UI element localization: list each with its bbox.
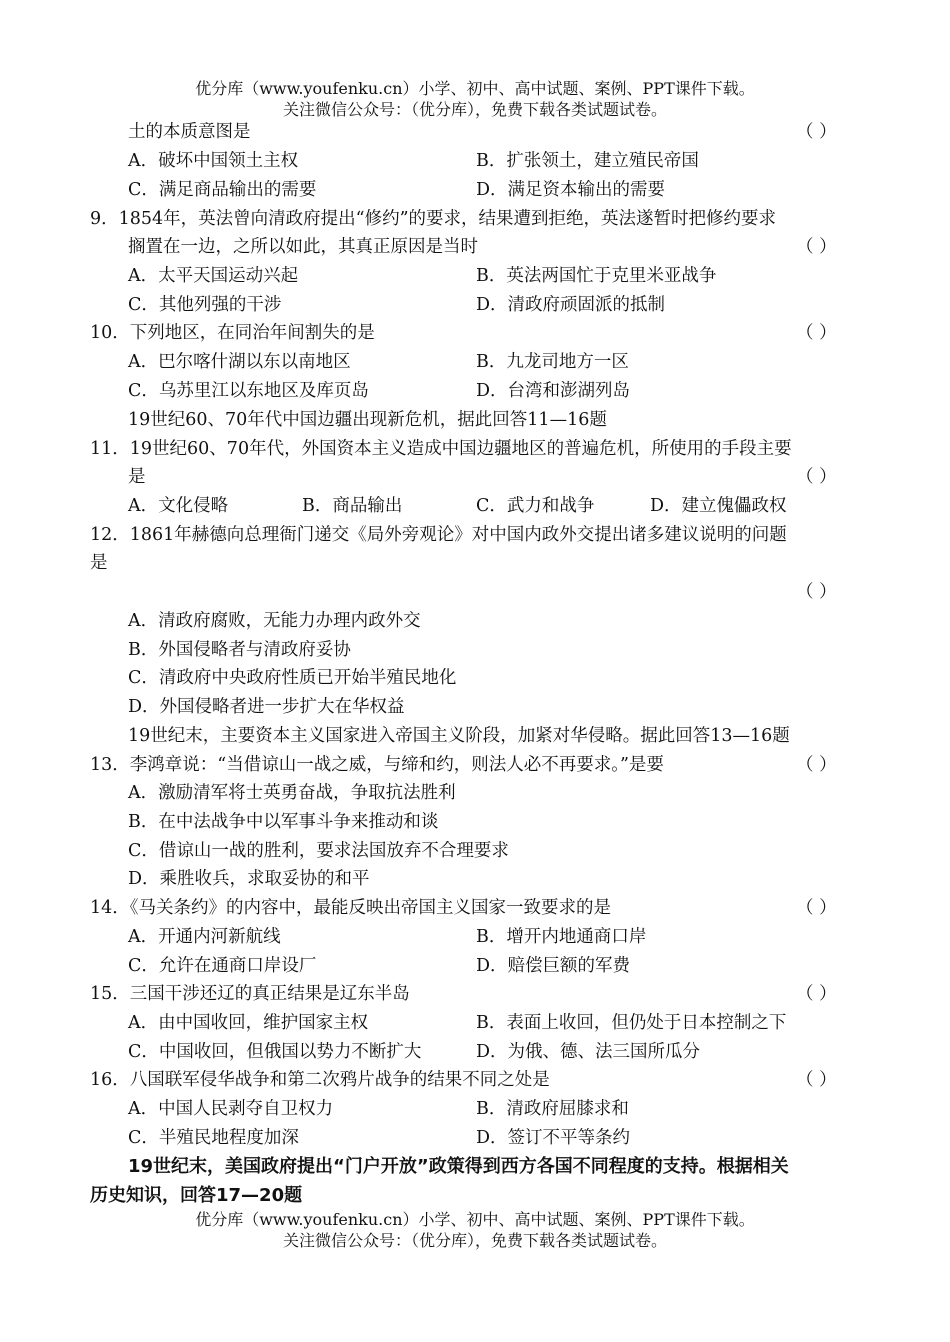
q16-answer-paren: （ ）	[796, 1070, 837, 1090]
q12-stem-line-1: 12．1861年赫德向总理衙门递交《局外旁观论》对中国内政外交提出诸多建议说明的问题	[90, 525, 787, 545]
section-intro-13-16: 19世纪末，主要资本主义国家进入帝国主义阶段，加紧对华侵略。据此回答13—16题	[128, 726, 790, 746]
q13-option-a: A．激励清军将士英勇奋战，争取抗法胜利	[128, 783, 456, 803]
q11-stem-line-1: 11．19世纪60、70年代，外国资本主义造成中国边疆地区的普遍危机，所使用的手段主要	[90, 439, 792, 459]
q12-option-c: C．清政府中央政府性质已开始半殖民地化	[128, 668, 457, 688]
q9-stem-line-1: 9．1854年，英法曾向清政府提出“修约”的要求，结果遭到拒绝，英法遂暂时把修约要求	[90, 209, 777, 229]
q10-stem: 10．下列地区，在同治年间割失的是	[90, 323, 375, 343]
section-intro-17-20-line-2: 历史知识，回答17—20题	[90, 1185, 303, 1206]
q10-option-a: A．巴尔喀什湖以东以南地区	[128, 352, 351, 372]
q8-option-a: A．破坏中国领土主权	[128, 151, 299, 171]
q14-option-c: C．允许在通商口岸设厂	[128, 956, 317, 976]
q12-stem-line-2: 是	[90, 553, 108, 573]
q16-option-a: A．中国人民剥夺自卫权力	[128, 1099, 334, 1119]
q15-stem: 15．三国干涉还辽的真正结果是辽东半岛	[90, 984, 410, 1004]
q14-stem: 14．《马关条约》的内容中，最能反映出帝国主义国家一致要求的是	[90, 898, 612, 918]
q16-option-b: B．清政府屈膝求和	[476, 1099, 629, 1119]
footer-line-2: 关注微信公众号：（优分库），免费下载各类试题试卷。	[282, 1231, 667, 1250]
header-line-2: 关注微信公众号：（优分库），免费下载各类试题试卷。	[282, 100, 667, 119]
q16-option-d: D．签订不平等条约	[476, 1128, 631, 1148]
q14-option-b: B．增开内地通商口岸	[476, 927, 647, 947]
q9-option-b: B．英法两国忙于克里米亚战争	[476, 266, 717, 286]
q8-option-b: B．扩张领土，建立殖民帝国	[476, 151, 699, 171]
q10-option-c: C．乌苏里江以东地区及库页岛	[128, 381, 369, 401]
q12-option-b: B．外国侵略者与清政府妥协	[128, 640, 351, 660]
q15-answer-paren: （ ）	[796, 984, 837, 1004]
q11-answer-paren: （ ）	[796, 467, 837, 487]
q13-answer-paren: （ ）	[796, 755, 837, 775]
q15-option-d: D．为俄、德、法三国所瓜分	[476, 1042, 701, 1062]
q15-option-b: B．表面上收回，但仍处于日本控制之下	[476, 1013, 787, 1033]
q9-option-d: D．清政府顽固派的抵制	[476, 295, 666, 315]
q11-stem-line-2: 是	[128, 467, 146, 487]
q8-option-c: C．满足商品输出的需要	[128, 180, 317, 200]
q9-stem-line-2: 搁置在一边，之所以如此，其真正原因是当时	[128, 237, 478, 257]
q10-answer-paren: （ ）	[796, 323, 837, 343]
q14-answer-paren: （ ）	[796, 898, 837, 918]
q11-option-a: A．文化侵略	[128, 496, 229, 516]
q9-option-a: A．太平天国运动兴起	[128, 266, 299, 286]
q13-stem: 13．李鸿章说：“当借谅山一战之威，与缔和约，则法人必不再要求。”是要	[90, 755, 664, 775]
q10-option-d: D．台湾和澎湖列岛	[476, 381, 631, 401]
q14-option-d: D．赔偿巨额的军费	[476, 956, 631, 976]
footer-line-1: 优分库（www.youfenku.cn）小学、初中、高中试题、案例、PPT课件下载。	[195, 1210, 755, 1229]
q12-answer-paren: （ ）	[796, 582, 837, 602]
header-line-1: 优分库（www.youfenku.cn）小学、初中、高中试题、案例、PPT课件下载。	[195, 79, 755, 98]
q15-option-a: A．由中国收回，维护国家主权	[128, 1013, 369, 1033]
q12-option-a: A．清政府腐败，无能力办理内政外交	[128, 611, 421, 631]
section-intro-17-20-line-1: 19世纪末，美国政府提出“门户开放”政策得到西方各国不同程度的支持。根据相关	[128, 1156, 789, 1177]
q11-option-b: B．商品输出	[302, 496, 403, 516]
q8-stem-continuation: 土的本质意图是	[128, 122, 251, 142]
q12-option-d: D．外国侵略者进一步扩大在华权益	[128, 697, 405, 717]
q13-option-d: D．乘胜收兵，求取妥协的和平	[128, 869, 370, 889]
q15-option-c: C．中国收回，但俄国以势力不断扩大	[128, 1042, 422, 1062]
q10-option-b: B．九龙司地方一区	[476, 352, 629, 372]
q16-option-c: C．半殖民地程度加深	[128, 1128, 299, 1148]
section-intro-11-16: 19世纪60、70年代中国边疆出现新危机，据此回答11—16题	[128, 410, 607, 430]
q8-option-d: D．满足资本输出的需要	[476, 180, 666, 200]
q8-answer-paren: （ ）	[796, 122, 837, 142]
q13-option-b: B．在中法战争中以军事斗争来推动和谈	[128, 812, 439, 832]
q11-option-d: D．建立傀儡政权	[650, 496, 787, 516]
q13-option-c: C．借谅山一战的胜利，要求法国放弃不合理要求	[128, 841, 509, 861]
q9-option-c: C．其他列强的干涉	[128, 295, 282, 315]
q14-option-a: A．开通内河新航线	[128, 927, 281, 947]
q9-answer-paren: （ ）	[796, 237, 837, 257]
q16-stem: 16．八国联军侵华战争和第二次鸦片战争的结果不同之处是	[90, 1070, 550, 1090]
q11-option-c: C．武力和战争	[476, 496, 595, 516]
